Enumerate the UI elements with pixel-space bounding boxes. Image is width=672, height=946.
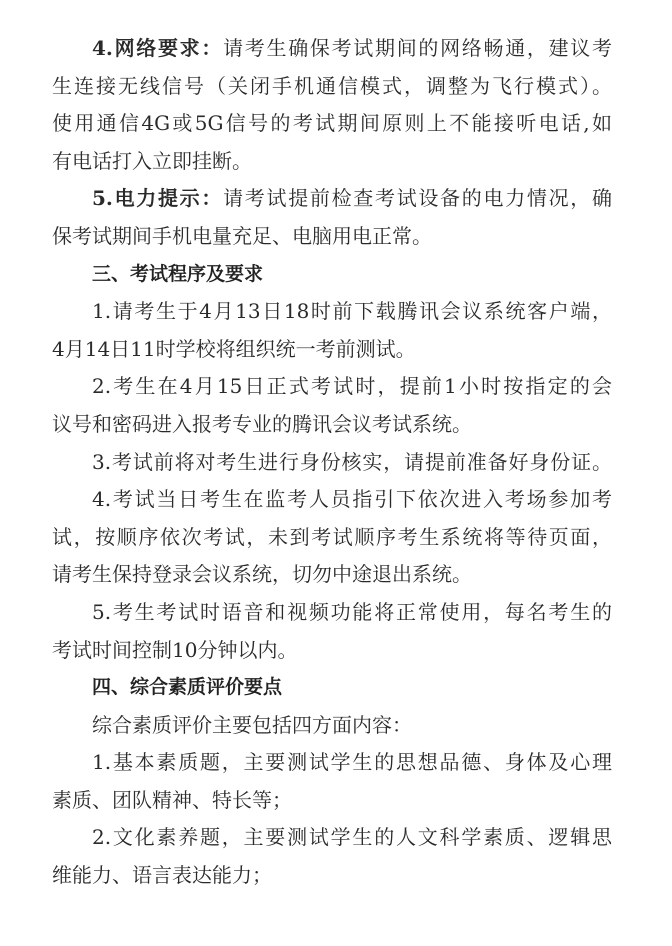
procedure-heading: 三、考试程序及要求 (92, 262, 264, 285)
procedure-item-5-line-1: 5.考生考试时语音和视频功能将正常使用，每名考生的 (92, 599, 612, 624)
procedure-item-3-line-1: 3.考试前将对考生进行身份核实，请提前准备好身份证。 (92, 449, 612, 474)
network-paragraph-line-2: 生连接无线信号（关闭手机通信模式，调整为飞行模式）。 (52, 73, 612, 98)
evaluation-item-1-line-1: 1.基本素质题，主要测试学生的思想品德、身体及心理 (92, 750, 612, 775)
procedure-item-4-line-3: 请考生保持登录会议系统，切勿中途退出系统。 (52, 562, 472, 587)
procedure-item-4-line-1: 4.考试当日考生在监考人员指引下依次进入考场参加考 (92, 487, 612, 512)
network-paragraph-line-4: 有电话打入立即挂断。 (52, 148, 252, 173)
evaluation-item-1-line-2: 素质、团队精神、特长等； (52, 787, 292, 812)
power-label: 5.电力提示： (92, 186, 224, 211)
document-page (52, 30, 612, 895)
power-paragraph-line-1 (52, 180, 612, 218)
procedure-item-2-line-2: 议号和密码进入报考专业的腾讯会议考试系统。 (52, 411, 472, 436)
evaluation-intro: 综合素质评价主要包括四方面内容： (92, 712, 412, 737)
procedure-item-4-line-2: 试，按顺序依次考试，未到考试顺序考生系统将等待页面， (52, 524, 612, 549)
procedure-item-1-line-1: 1.请考生于4月13日18时前下载腾讯会议系统客户端， (92, 299, 612, 324)
network-text: 请考生确保考试期间的网络畅通，建议考 (223, 36, 613, 60)
evaluation-heading: 四、综合素质评价要点 (92, 676, 283, 699)
evaluation-item-2-line-1: 2.文化素养题，主要测试学生的人文科学素质、逻辑思 (92, 825, 612, 850)
procedure-item-5-line-2: 考试时间控制10分钟以内。 (52, 637, 298, 662)
power-paragraph-line-2: 保考试期间手机电量充足、电脑用电正常。 (52, 223, 432, 248)
network-paragraph-line-3: 使用通信4G或5G信号的考试期间原则上不能接听电话,如 (52, 111, 612, 136)
evaluation-item-2-line-2: 维能力、语言表达能力； (52, 863, 272, 888)
power-text: 请考试提前检查考试设备的电力情况，确 (223, 186, 613, 211)
procedure-item-2-line-1: 2.考生在4月15日正式考试时，提前1小时按指定的会 (92, 374, 612, 399)
network-label: 4.网络要求： (92, 36, 224, 60)
network-paragraph-line-1 (52, 30, 612, 68)
procedure-item-1-line-2: 4月14日11时学校将组织统一考前测试。 (52, 336, 416, 361)
